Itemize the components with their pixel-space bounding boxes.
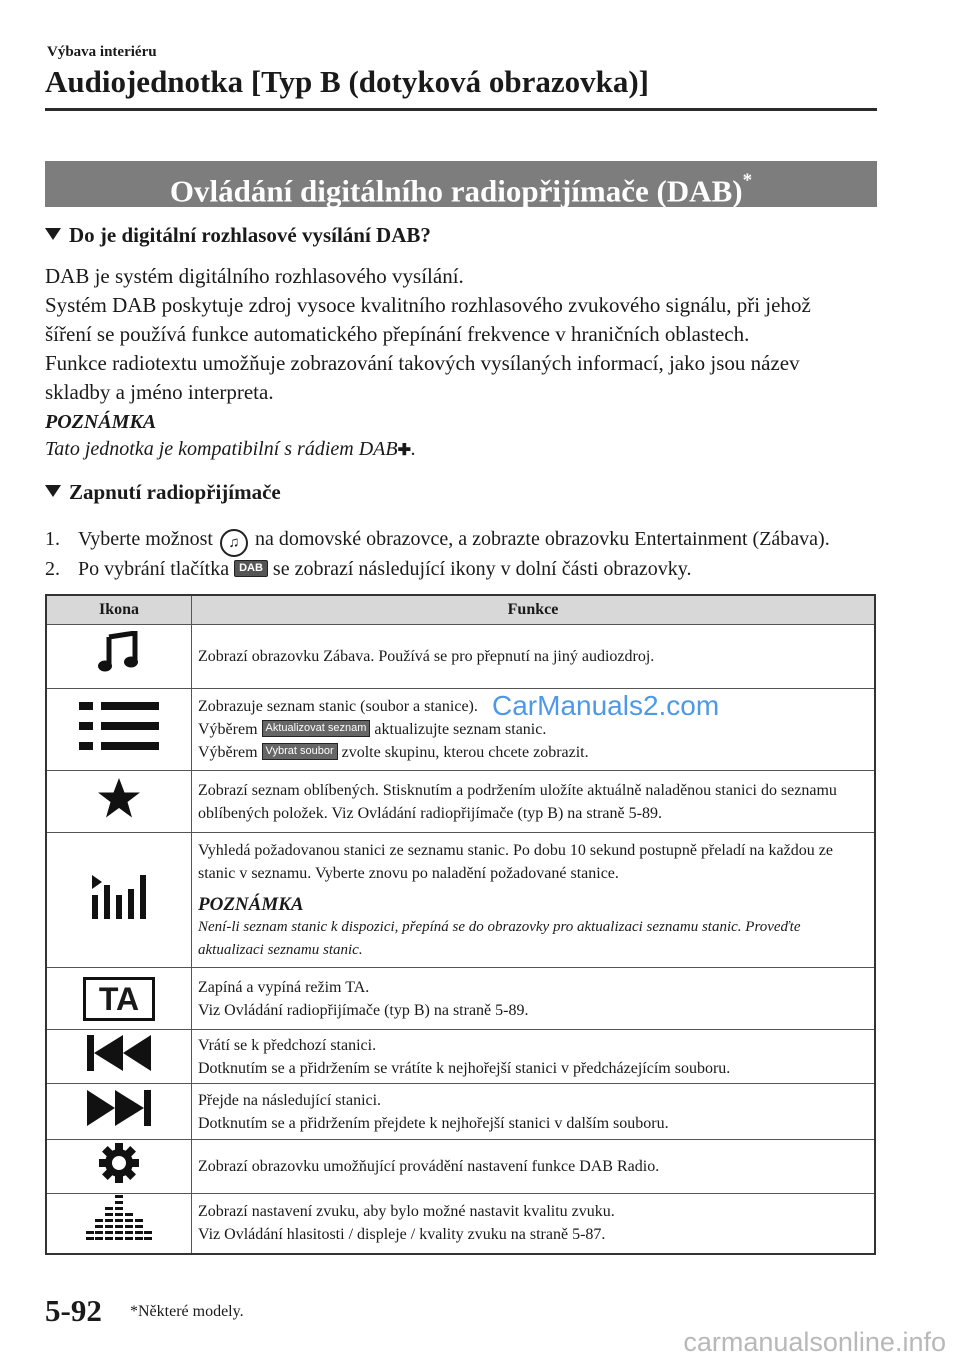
update-list-button: Aktualizovat seznam (262, 720, 371, 737)
function-line: Zobrazuje seznam stanic (soubor a stanice). (198, 698, 478, 715)
note-end: . (410, 438, 416, 460)
breadcrumb: Výbava interiéru (47, 44, 157, 60)
function-line: Zobrazí nastavení zvuku, aby bylo možné nastavit kvalitu zvuku. (198, 1203, 615, 1221)
step-text: na domovské obrazovce, a zobrazte obrazovku Entertainment (Zábava). (254, 528, 830, 550)
note-body: Tato jednotka je kompatibilní s rádiem DAB (45, 438, 398, 460)
function-text: Vyhledá požadovanou stanici ze seznamu stanic. Po dobu 10 sekund postupně přeladí na každou ze stanic v seznamu. Vyberte znovu po naladění požadované stanice. (198, 841, 833, 882)
step-number: 1. (45, 528, 60, 550)
table-row (46, 1030, 875, 1084)
section-heading-power (45, 480, 281, 505)
function-text: Výběrem (198, 744, 258, 761)
triangle-bullet-icon (45, 485, 61, 497)
icon-cell (46, 771, 192, 833)
list-icon (79, 700, 159, 752)
triangle-bullet-icon (45, 228, 61, 240)
step-text: Vyberte možnost (78, 528, 213, 550)
site-watermark: carmanualsonline.info (683, 1327, 946, 1357)
star-icon (97, 777, 141, 819)
section-heading-dab (45, 223, 431, 248)
function-line (198, 741, 866, 764)
gear-icon (98, 1142, 140, 1184)
footnote: *Některé modely. (130, 1303, 244, 1320)
function-cell (192, 1194, 876, 1254)
function-text: aktualizujte seznam stanic. (374, 721, 547, 738)
section-heading-text: Zapnutí radiopřijímače (69, 480, 281, 504)
select-group-button: Vybrat soubor (262, 743, 338, 760)
icon-cell (46, 625, 192, 689)
function-cell: Zobrazí obrazovku umožňující provádění nastavení funkce DAB Radio. (192, 1140, 876, 1194)
section-heading-text: Do je digitální rozhlasové vysílání DAB? (69, 223, 431, 247)
icon-cell (46, 1084, 192, 1140)
step-text: se zobrazí následující ikony v dolní části obrazovky. (272, 558, 692, 580)
title-rule (45, 108, 877, 111)
function-line: Zapíná a vypíná režim TA. (198, 978, 370, 996)
note-heading: POZNÁMKA (198, 893, 304, 915)
paragraph-line: DAB je systém digitálního rozhlasového vysílání. (45, 264, 464, 288)
table-row (46, 1140, 875, 1194)
icon-cell (46, 1194, 192, 1254)
page-title: Audiojednotka [Typ B (dotyková obrazovka)] (45, 64, 650, 99)
paragraph-line: šíření se používá funkce automatického přepínání frekvence v hraničních oblastech. (45, 322, 750, 346)
icon-cell (46, 1140, 192, 1194)
table-row (46, 1084, 875, 1140)
note-text (45, 438, 416, 461)
step-text: Po vybrání tlačítka (78, 558, 230, 580)
banner-footnote-mark: * (742, 170, 753, 191)
paragraph-line: skladby a jméno interpreta. (45, 380, 274, 404)
step-2 (45, 558, 692, 581)
banner-title: Ovládání digitálního radiopřijímače (DAB) (169, 173, 743, 209)
icon-cell (46, 968, 192, 1030)
function-line: Vrátí se k předchozí stanici. (198, 1036, 377, 1054)
station-scan-icon (89, 873, 149, 921)
music-note-icon (97, 631, 141, 675)
icon-table (45, 594, 876, 1255)
previous-track-icon (87, 1033, 151, 1073)
equalizer-icon (86, 1195, 152, 1245)
note-text: Není-li seznam stanic k dispozici, přepíná se do obrazovky pro aktualizaci seznamu stanic. Proveďte aktualizaci seznamu stanic. (198, 918, 801, 958)
table-row (46, 1194, 875, 1254)
page-number: 5-92 (45, 1293, 102, 1328)
icon-cell (46, 1030, 192, 1084)
paragraph-line: Funkce radiotextu umožňuje zobrazování takových vysílaných informací, jako jsou název (45, 351, 800, 375)
table-row (46, 833, 875, 968)
section-banner (45, 161, 877, 207)
icon-cell (46, 833, 192, 968)
function-line: Dotknutím se a přidržením přejdete k nejhořejší stanici v dalším souboru. (198, 1114, 669, 1132)
table-row (46, 625, 875, 689)
function-cell (192, 968, 876, 1030)
step-number: 2. (45, 558, 60, 580)
note-heading: POZNÁMKA (45, 411, 157, 433)
function-line: Dotknutím se a přidržením se vrátíte k nejhořejší stanici v předcházejícím souboru. (198, 1059, 731, 1077)
table-row (46, 771, 875, 833)
dab-plus-icon: ✚ (397, 442, 411, 459)
function-line: Viz Ovládání radiopřijímače (typ B) na straně 5-89. (198, 1001, 529, 1019)
icon-cell (46, 689, 192, 771)
table-row (46, 689, 875, 771)
column-header-function: Funkce (192, 595, 876, 625)
function-line: Viz Ovládání hlasitosti / displeje / kvality zvuku na straně 5-87. (198, 1226, 606, 1244)
paragraph-line: Systém DAB poskytuje zdroj vysoce kvalitního rozhlasového zvukového signálu, při jehož (45, 293, 811, 317)
function-cell: Zobrazí obrazovku Zábava. Používá se pro přepnutí na jiný audiozdroj. (192, 625, 876, 689)
function-text: zvolte skupinu, kterou chcete zobrazit. (341, 744, 589, 761)
next-track-icon (87, 1088, 151, 1128)
function-cell (192, 1084, 876, 1140)
function-cell (192, 833, 876, 968)
table-row (46, 968, 875, 1030)
music-note-icon: ♫ (220, 529, 248, 557)
table-header-row (46, 595, 875, 625)
dab-button: DAB (234, 560, 268, 577)
function-line: Přejde na následující stanici. (198, 1091, 382, 1109)
function-cell: Zobrazí seznam oblíbených. Stisknutím a podržením uložíte aktuálně naladěnou stanici do seznamu oblíbených položek. Viz Ovládání radiopřijímače (typ B) na straně 5-89. (192, 771, 876, 833)
function-cell (192, 1030, 876, 1084)
watermark: CarManuals2.com (492, 690, 720, 721)
ta-icon: TA (83, 977, 155, 1021)
column-header-icon: Ikona (46, 595, 192, 625)
step-1 (45, 528, 830, 557)
function-text: Výběrem (198, 721, 258, 738)
